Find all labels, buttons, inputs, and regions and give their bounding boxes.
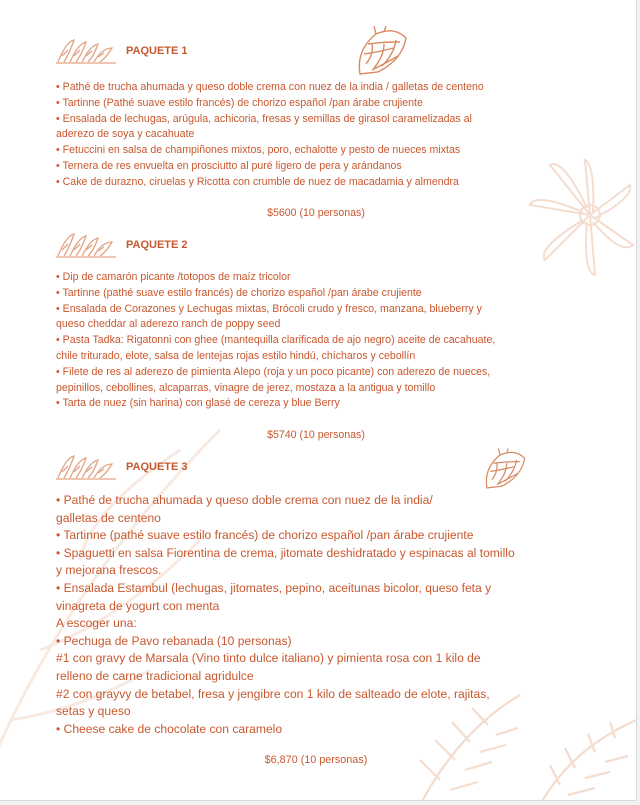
- menu-item: • Dip de camarón picante /totopos de maíz tricolor: [56, 271, 291, 283]
- menu-item: • Pasta Tadka: Rigatonni con ghee (mantequilla clarificada de ajo negro) aceite de cacahuate, chile triturado, elote, salsa de lentejas rojas estilo hindú, chícharos y cebollín: [56, 334, 496, 362]
- package-title: PAQUETE 2: [126, 239, 188, 251]
- menu-item: • Cake de durazno, ciruelas y Ricotta con crumble de nuez de macadamia y almendra: [56, 175, 459, 188]
- package-price: $6,870 (10 personas): [264, 754, 368, 767]
- menu-item: • Tartinne (Pathé suave estilo francés) de chorizo español /pan árabe crujiente: [56, 96, 423, 109]
- package-2: [56, 230, 576, 441]
- package-header: [56, 36, 576, 70]
- menu-item: • Cheese cake de chocolate con caramelo: [56, 721, 283, 736]
- menu-item: • Pechuga de Pavo rebanada (10 personas): [56, 633, 292, 648]
- leaf-logo-icon: [56, 230, 116, 260]
- menu-item: • Ensalada de lechugas, arúgula, achicoria, fresas y semillas de girasol caramelizadas al aderezo de soya y cacahuate: [56, 112, 472, 141]
- leaf-logo-icon: [56, 36, 116, 66]
- menu-item: • Fetuccini en salsa de champiñones mixtos, poro, echalotte y pesto de nueces mixtas: [56, 144, 461, 157]
- menu-item: • Tartinne (pathé suave estilo francés) de chorizo español /pan árabe crujiente: [56, 528, 474, 543]
- pinecone-icon: [354, 24, 410, 78]
- menu-item: #1 con gravy de Marsala (Vino tinto dulce italiano) y pimienta rosa con 1 kilo de relleno de carne tradicional agridulce: [56, 651, 481, 683]
- package-title: PAQUETE 3: [126, 461, 188, 473]
- leaf-logo-icon: [56, 452, 116, 482]
- menu-item: • Filete de res al aderezo de pimienta Alepo (roja y un poco picante) con aderezo de nueces, pepinillos, cebollines, alcaparras, vinagre de jerez, mostaza a la antigua y tomillo: [56, 365, 491, 394]
- menu-item-list: [56, 270, 576, 412]
- pinecone-icon: [482, 446, 528, 492]
- menu-item-list: [56, 80, 576, 191]
- menu-item: • Ensalada Estambul (lechugas, jitomates, pepino, aceitunas bicolor, queso feta y vinagreta de yogurt con menta: [56, 580, 492, 613]
- package-3: [56, 452, 576, 766]
- menu-item: • Ternera de res envuelta en prosciutto al puré ligero de pera y arándanos: [56, 159, 402, 172]
- menu-item: • Tartinne (pathé suave estilo francés) de chorizo español /pan árabe crujiente: [56, 286, 422, 299]
- menu-item: A escoger una:: [56, 616, 137, 631]
- package-header: [56, 230, 576, 264]
- menu-item: • Spaguetti en salsa Fiorentina de crema, jitomate deshidratado y espinacas al tomillo y mejorana frescos.: [56, 545, 515, 578]
- menu-item: • Pathé de trucha ahumada y queso doble crema con nuez de la india/ galletas de centeno: [56, 493, 433, 525]
- package-title: PAQUETE 1: [126, 45, 188, 57]
- package-price: $5740 (10 personas): [267, 429, 365, 442]
- menu-item: • Ensalada de Corazones y Lechugas mixtas, Brócoli crudo y fresco, manzana, blueberry y queso cheddar al aderezo ranch de poppy seed: [56, 302, 482, 331]
- menu-item: • Pathé de trucha ahumada y queso doble crema con nuez de la india / galletas de centeno: [56, 81, 484, 93]
- package-1: [56, 36, 576, 219]
- package-price: $5600 (10 personas): [267, 206, 365, 219]
- menu-item-list: [56, 492, 576, 738]
- menu-item: #2 con grayvy de betabel, fresa y jengibre con 1 kilo de salteado de elote, rajitas, setas y queso: [56, 686, 490, 719]
- menu-item: • Tarta de nuez (sin harina) con glasé de cereza y blue Berry: [56, 397, 340, 410]
